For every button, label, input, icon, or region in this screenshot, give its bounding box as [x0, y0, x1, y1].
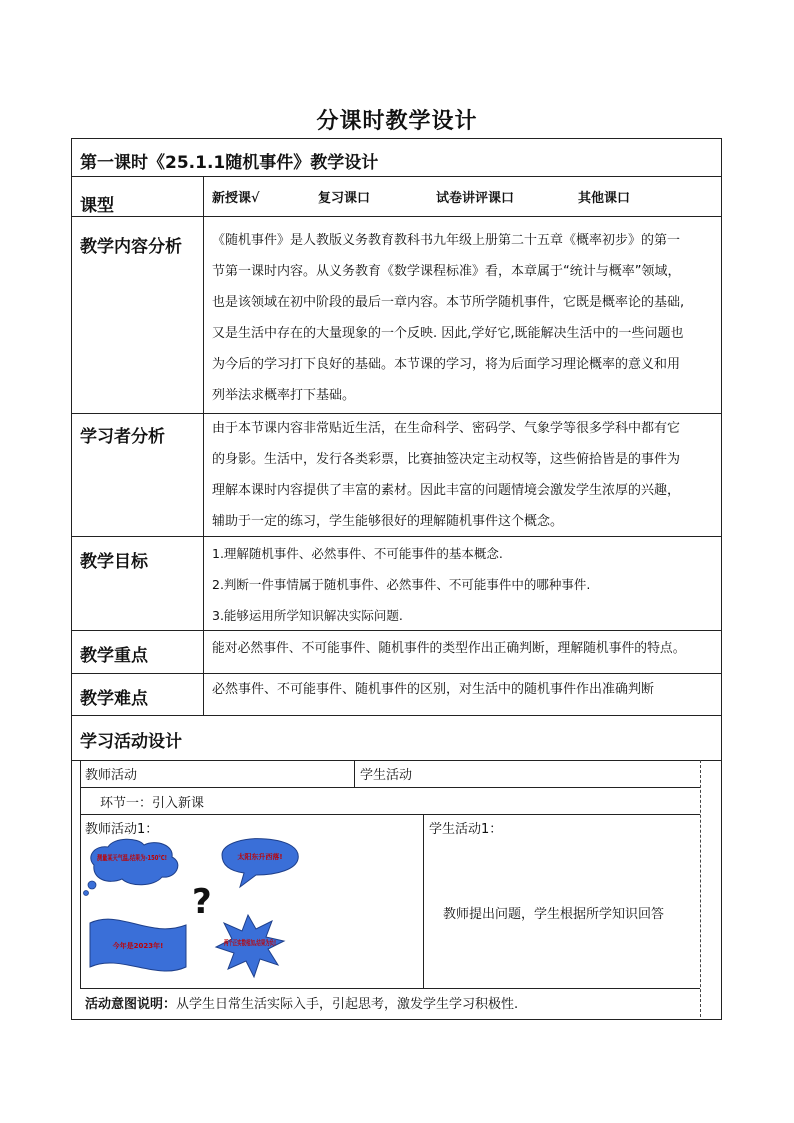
sun-bubble-text: 太阳东升西落!: [237, 853, 283, 861]
activity-table: [80, 760, 700, 1017]
objectives-label: 教学目标: [80, 552, 148, 572]
key-points-label: 教学重点: [80, 646, 148, 666]
flag-banner-text: 今年是2023年!: [112, 942, 164, 950]
course-type-exam-review[interactable]: 试卷讲评课口: [436, 191, 515, 206]
course-type-new[interactable]: 新授课√: [212, 191, 260, 206]
objectives-text: 1.理解随机事件、必然事件、不可能事件的基本概念. 2.判断一件事情属于随机事件、必然事件、不可能事件中的哪种事件. 3.能够运用所学知识解决实际问题.: [212, 546, 591, 623]
intro-illustration: [80, 835, 320, 985]
course-type-other[interactable]: 其他课口: [578, 191, 631, 206]
question-mark-icon: ?: [192, 882, 212, 922]
purpose-row: [85, 993, 518, 1012]
student-activity-header: 学生活动: [360, 768, 413, 783]
sun-bubble: [222, 839, 298, 887]
cloud-bubble-text: 测量某天气温,结果为-150°C!: [97, 854, 193, 862]
learner-analysis-label: 学习者分析: [80, 427, 165, 447]
content-analysis-text: 《随机事件》是人教版义务教育教科书九年级上册第二十五章《概率初步》的第一 节第一课时内容。从义务教育《数学课程标准》看，本章属于“统计与概率”领域， 也是该领域在初中阶段的最后一章内容。本节所学随机事件，它既是概率论的基础, 又是生活中存在的大量现象的一个反映. 因此,学好它,既能解决生活中的一些问题也 为今后的学习打下良好的基础。本节课的学习，将为后面学习理论概率的意义和用 列举法求概率打下基础。: [212, 233, 685, 403]
course-type-label: 课型: [80, 196, 114, 216]
page-title: 分课时教学设计: [316, 108, 478, 134]
lesson-plan-table: [71, 138, 722, 1020]
purpose-text: 从学生日常生活实际入手，引起思考，激发学生学习积极性.: [176, 997, 519, 1012]
lesson-title: 第一课时《25.1.1随机事件》教学设计: [80, 153, 379, 173]
course-type-review[interactable]: 复习课口: [318, 191, 371, 206]
content-analysis-label: 教学内容分析: [80, 237, 182, 257]
star-burst: [216, 915, 307, 977]
purpose-label: 活动意图说明：: [85, 997, 177, 1012]
difficulties-text: 必然事件、不可能事件、随机事件的区别，对生活中的随机事件作出准确判断: [212, 682, 655, 697]
star-burst-text: 两个正实数相加,结果为负!: [224, 939, 307, 947]
teacher-activity-header: 教师活动: [85, 768, 138, 783]
course-type-options: [212, 187, 630, 206]
flag-banner: [90, 919, 186, 971]
teacher-activity-1-label: 教师活动1：: [85, 822, 159, 837]
difficulties-label: 教学难点: [80, 689, 148, 709]
student-activity-1-label: 学生活动1：: [429, 822, 503, 837]
activity-design-label: 学习活动设计: [80, 732, 182, 752]
key-points-text: 能对必然事件、不可能事件、随机事件的类型作出正确判断，理解随机事件的特点。: [212, 641, 686, 656]
cloud-bubble: [84, 839, 193, 895]
student-activity-1-text: 教师提出问题，学生根据所学知识回答: [443, 907, 665, 922]
stage-label: 环节一：引入新课: [100, 796, 205, 811]
learner-analysis-text: 由于本节课内容非常贴近生活，在生命科学、密码学、气象学等很多学科中都有它 的身影。生活中，发行各类彩票，比赛抽签决定主动权等，这些俯拾皆是的事件为 理解本课时内容提供了丰富的素材。因此丰富的问题情境会激发学生浓厚的兴趣， 辅助于一定的练习，学生能够很好的理解随机事件这个概念。: [212, 421, 681, 529]
